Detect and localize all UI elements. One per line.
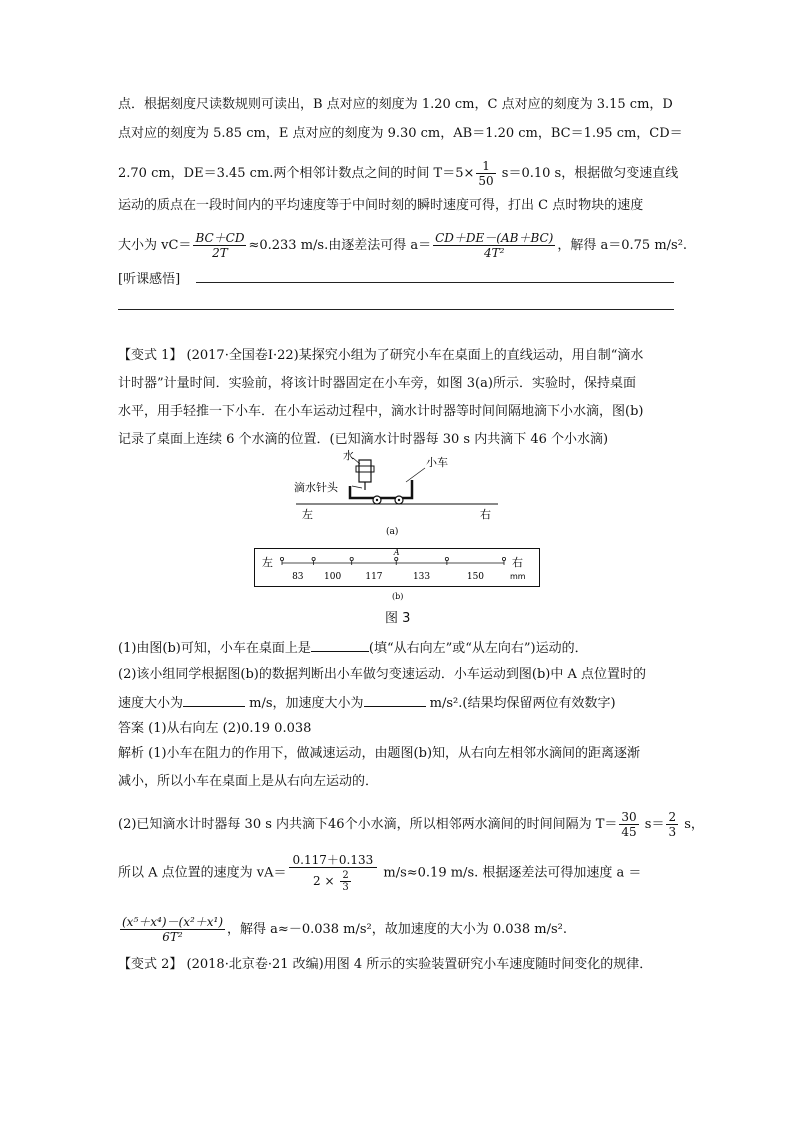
water-drop-5 — [445, 557, 448, 560]
notes-underline — [118, 309, 674, 310]
left-label: 左 — [302, 508, 313, 521]
b-unit-label: mm — [510, 572, 526, 581]
analysis-line: 解析 (1)小车在阻力的作用下，做减速运动，由题图(b)知，从右向左相邻水滴间的距离逐渐 — [118, 746, 641, 761]
distance-label-3: 117 — [365, 572, 383, 582]
water-container — [359, 460, 371, 482]
fraction: $\frac{1}{50}$ — [478, 159, 494, 188]
fraction: $\frac{BC+CD}{2T}$ — [195, 231, 245, 260]
fraction: $\frac{CD+DE-(AB+BC)}{\text{4T²}}$ — [435, 231, 554, 260]
nozzle-label: 滴水针头 — [294, 481, 338, 494]
question-2-cont: 速度大小为 m/s，加速度大小为 m/s².(结果均保留两位有效数字) — [118, 692, 616, 714]
b-left-label: 左 — [262, 556, 273, 569]
distance-label-5: 150 — [466, 572, 485, 582]
analysis-line: $\frac{\text{(x⁵＋x⁴)－(x²＋x¹)}}{\text{6T²}}$ ，解得 a≈－0.038 m/s²，故加速度的大小为 0.038 m/s². — [122, 915, 567, 944]
car-label: 小车 — [426, 456, 448, 469]
text-line: 计时器”计量时间．实验前，将该计时器固定在小车旁，如图 3(a)所示．实验时，保持桌面 — [118, 376, 636, 391]
text-line: 点．根据刻度尺读数规则可读出，B 点对应的刻度为 1.20 cm，C 点对应的刻度为 3.15 cm，D — [118, 97, 673, 112]
fraction: $\frac{30}{45}$ — [621, 810, 637, 839]
question-1: (1)由图(b)可知，小车在桌面上是 (填“从右向左”或“从左向右”)运动的． — [118, 637, 588, 659]
fraction: 0.117＋0.133 2 × $\frac{2}{3}$ — [289, 853, 378, 893]
distance-label-2: 100 — [324, 572, 342, 582]
point-a-label: A — [393, 548, 400, 557]
analysis-line: 所以 A 点位置的速度为 vA＝ 0.117＋0.133 2 × $\frac{2}{3}$ m/s≈0.19 m/s. 根据逐差法可得加速度 a ＝ — [118, 853, 642, 893]
text-line: 2.70 cm，DE＝3.45 cm.两个相邻计数点之间的时间 T＝5× $\frac{1}{50}$ s＝0.10 s，根据做匀变速直线 — [118, 159, 679, 188]
fraction: $\frac{\text{(x⁵＋x⁴)－(x²＋x¹)}}{\text{6T²}}$ — [122, 915, 224, 944]
b-right-label: 右 — [512, 556, 523, 569]
variant-2-line: 【变式 2】 (2018·北京卷·21 改编)用图 4 所示的实验装置研究小车速度随时间变化的规律． — [118, 957, 653, 972]
text-line: 【变式 1】 (2017·全国卷Ⅰ·22)某探究小组为了研究小车在桌面上的直线运动，用自制“滴水 — [118, 348, 644, 363]
water-drop-6 — [502, 557, 505, 560]
question-2: (2)该小组同学根据图(b)的数据判断出小车做匀变速运动．小车运动到图(b)中 A 点位置时的 — [118, 667, 646, 682]
caption-b: (b) — [392, 592, 404, 601]
answer-blank — [311, 637, 369, 652]
analysis-line: (2)已知滴水计时器每 30 s 内共滴下46个小水滴，所以相邻两水滴间的时间间隔为 T＝ $\frac{30}{45}$ s＝ $\frac{2}{3}$ s， — [118, 810, 704, 839]
answer-line: 答案 (1)从右向左 (2)0.19 0.038 — [118, 721, 312, 736]
notes-underline — [196, 282, 674, 283]
notes-label: [听课感悟] — [118, 272, 181, 287]
water-label: 水 — [343, 449, 354, 462]
text-line: 记录了桌面上连续 6 个水滴的位置．(已知滴水计时器每 30 s 内共滴下 46 个小水滴) — [118, 432, 609, 447]
answer-blank — [183, 692, 245, 707]
distance-labels — [292, 572, 484, 582]
figure-a — [288, 446, 508, 538]
water-drop-2 — [312, 557, 315, 560]
text-line: 运动的质点在一段时间内的平均速度等于中间时刻的瞬时速度可得，打出 C 点时物块的速度 — [118, 198, 644, 213]
caption-a: (a) — [386, 527, 399, 537]
fraction: $\frac{2}{3}$ — [668, 810, 677, 839]
text-line: 水平，用手轻推一下小车．在小车运动过程中，滴水计时器等时间间隔地滴下小水滴，图(b) — [118, 404, 644, 419]
answer-blank — [364, 692, 426, 707]
figure-b — [254, 548, 540, 604]
distance-label-4: 133 — [412, 572, 431, 582]
figure-caption: 图 3 — [385, 611, 411, 626]
cart-body — [350, 480, 412, 498]
right-label: 右 — [480, 508, 491, 521]
water-drop-3 — [350, 557, 353, 560]
distance-label-1: 83 — [292, 572, 304, 582]
text-line: 大小为 vC＝ $\frac{BC+CD}{2T}$ ≈0.233 m/s.由逐差法可得 a＝ $\frac{CD+DE-(AB+BC)}{\text{4T²}}$ ，解得 a＝0.75 m/s². — [118, 231, 688, 260]
water-drop-1 — [280, 557, 283, 560]
water-drop-4 — [395, 557, 398, 560]
analysis-line: 减小，所以小车在桌面上是从右向左运动的． — [118, 774, 379, 789]
water-drop-group — [280, 557, 505, 565]
text-line: 点对应的刻度为 5.85 cm，E 点对应的刻度为 9.30 cm，AB＝1.20 cm，BC＝1.95 cm，CD＝ — [118, 126, 683, 141]
